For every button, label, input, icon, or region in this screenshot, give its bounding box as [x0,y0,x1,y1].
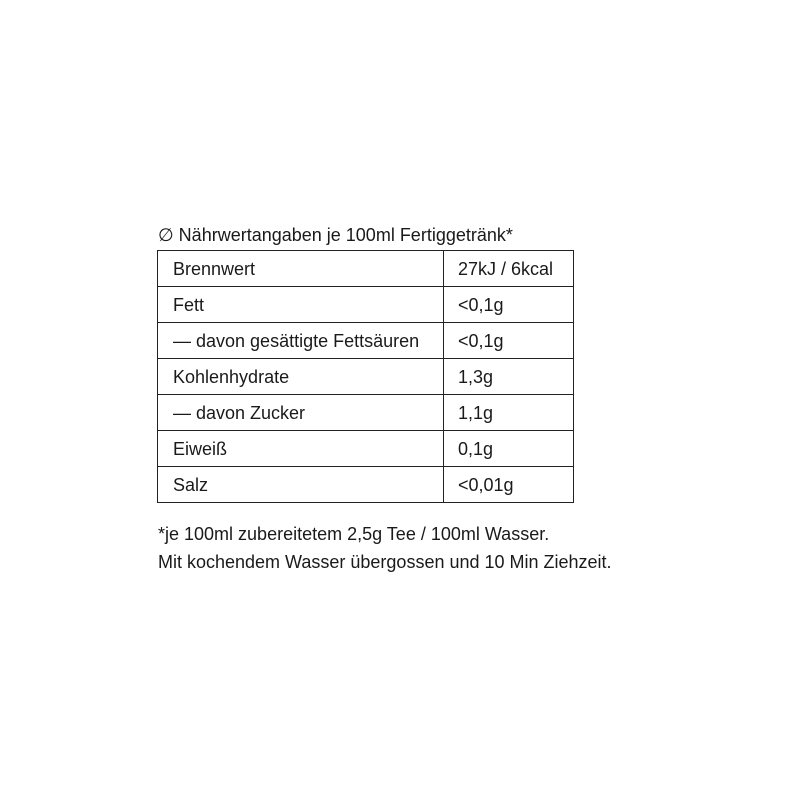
row-value: 27kJ / 6kcal [444,251,574,287]
row-label: Eiweiß [158,431,444,467]
table-row [158,323,574,359]
row-label: — davon Zucker [158,395,444,431]
table-row [158,431,574,467]
table-row [158,395,574,431]
row-label: Fett [158,287,444,323]
row-value: <0,01g [444,467,574,503]
table-row [158,359,574,395]
row-value: <0,1g [444,323,574,359]
row-value: 1,1g [444,395,574,431]
row-label: Brennwert [158,251,444,287]
row-label: Kohlenhydrate [158,359,444,395]
nutrition-table [157,250,574,503]
table-row [158,287,574,323]
table-title: ∅ Nährwertangaben je 100ml Fertiggetränk* [158,225,513,245]
row-label: — davon gesättigte Fettsäuren [158,323,444,359]
row-label: Salz [158,467,444,503]
table-row [158,467,574,503]
table-row [158,251,574,287]
row-value: 0,1g [444,431,574,467]
footnote-preparation: *je 100ml zubereitetem 2,5g Tee / 100ml Wasser. [158,524,550,544]
row-value: 1,3g [444,359,574,395]
footnote-brewing: Mit kochendem Wasser übergossen und 10 Min Ziehzeit. [158,552,612,572]
row-value: <0,1g [444,287,574,323]
